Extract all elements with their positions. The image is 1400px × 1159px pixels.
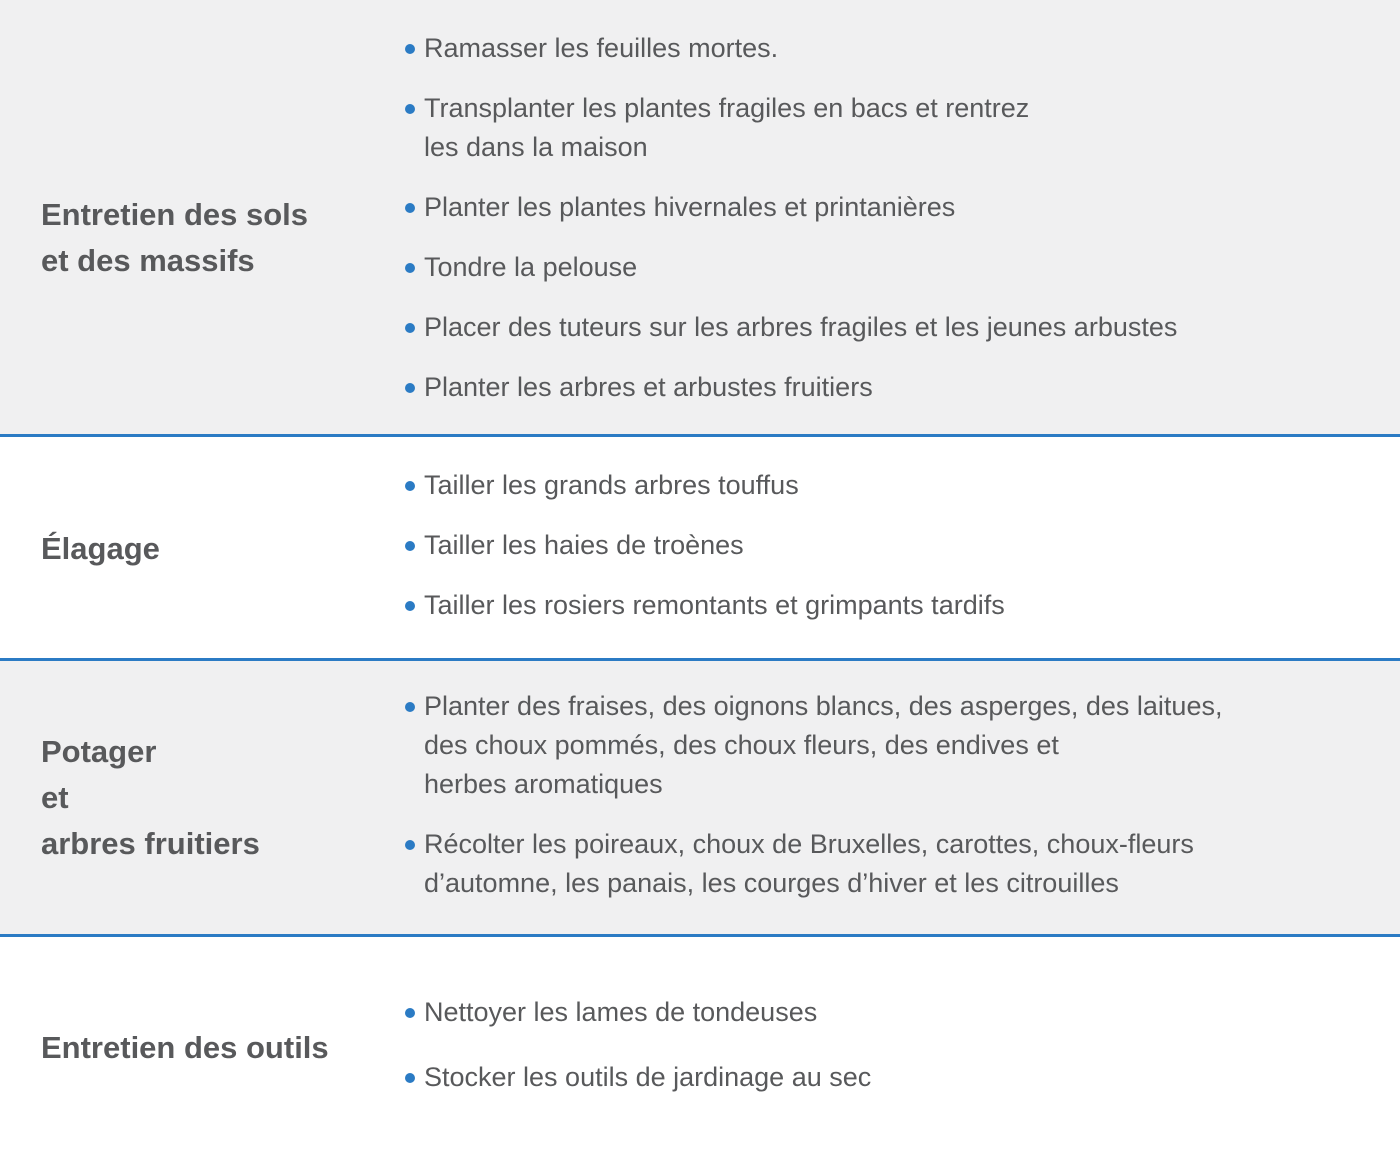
list-item-text: Nettoyer les lames de tondeuses [424, 997, 818, 1027]
bullet-icon [405, 104, 415, 114]
bullet-icon [405, 44, 415, 54]
list-item-text: Transplanter les plantes fragiles en bacs et rentrez les dans la maison [424, 93, 1030, 162]
list-item [403, 586, 1393, 625]
bullet-icon [405, 323, 415, 333]
list-item [403, 526, 1393, 565]
bullet-icon [405, 1008, 415, 1018]
list-item [403, 89, 1393, 167]
bullet-icon [405, 203, 415, 213]
section-soil-beds [0, 0, 1400, 435]
list-item-text: Tailler les haies de troènes [424, 530, 744, 560]
bullet-icon [405, 1073, 415, 1083]
section-vegetable-garden [0, 661, 1400, 934]
bullet-icon [405, 702, 415, 712]
list-item-text: Récolter les poireaux, choux de Bruxelles, carottes, choux-fleurs d’automne, les panais, les courges d’hiver et les citrouilles [424, 829, 1194, 898]
list-item [403, 993, 1393, 1032]
list-item [403, 466, 1393, 505]
section-tool-maintenance [0, 937, 1400, 1159]
section-heading: Élagage [41, 531, 160, 566]
list-item [403, 1058, 1393, 1097]
task-list [403, 687, 1393, 903]
list-item-text: Placer des tuteurs sur les arbres fragiles et les jeunes arbustes [424, 312, 1178, 342]
list-item-text: Ramasser les feuilles mortes. [424, 33, 779, 63]
list-item-text: Tailler les rosiers remontants et grimpants tardifs [424, 590, 1005, 620]
list-item-text: Tailler les grands arbres touffus [424, 470, 799, 500]
bullet-icon [405, 383, 415, 393]
bullet-icon [405, 601, 415, 611]
bullet-icon [405, 541, 415, 551]
section-pruning [0, 437, 1400, 658]
list-item [403, 825, 1393, 903]
bullet-icon [405, 840, 415, 850]
task-list [403, 29, 1393, 407]
bullet-icon [405, 481, 415, 491]
list-item-text: Stocker les outils de jardinage au sec [424, 1062, 872, 1092]
section-heading: Potager et arbres fruitiers [41, 734, 260, 861]
list-item-text: Planter les plantes hivernales et printanières [424, 192, 956, 222]
list-item [403, 248, 1393, 287]
bullet-icon [405, 263, 415, 273]
list-item [403, 308, 1393, 347]
list-item [403, 29, 1393, 68]
list-item-text: Tondre la pelouse [424, 252, 638, 282]
section-heading: Entretien des outils [41, 1030, 329, 1065]
list-item [403, 188, 1393, 227]
list-item [403, 687, 1393, 804]
list-item [403, 368, 1393, 407]
task-list [403, 466, 1393, 625]
list-item-text: Planter des fraises, des oignons blancs, des asperges, des laitues, des choux pommés, des choux fleurs, des endives et herbes aromatiques [424, 691, 1223, 799]
task-list [403, 993, 1393, 1097]
list-item-text: Planter les arbres et arbustes fruitiers [424, 372, 873, 402]
section-heading: Entretien des sols et des massifs [41, 197, 309, 278]
